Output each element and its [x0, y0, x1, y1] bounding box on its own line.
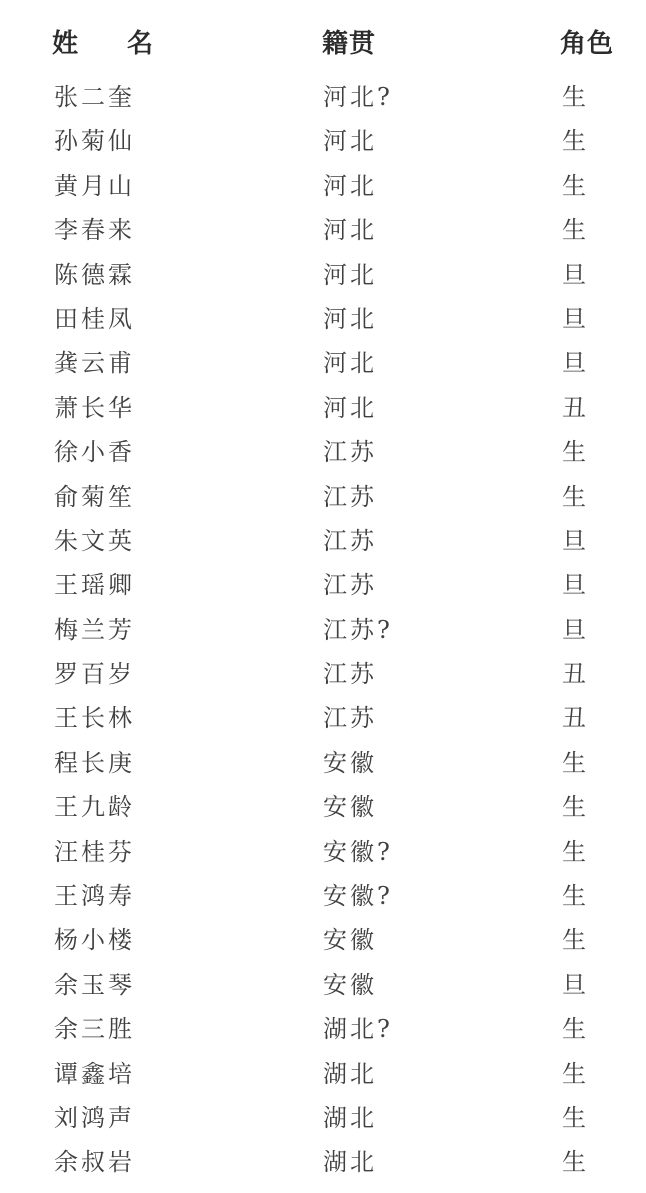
- table-row: [0, 608, 646, 652]
- table-row: [0, 1140, 646, 1184]
- cell-role: 生: [562, 216, 586, 245]
- cell-role: 旦: [562, 260, 586, 289]
- cell-name: 罗百岁: [54, 660, 135, 689]
- table-row: [0, 785, 646, 829]
- cell-origin: 河北: [323, 393, 377, 422]
- cell-name: 程长庚: [54, 748, 135, 777]
- header-role: 角色: [560, 29, 615, 59]
- cell-name: 朱文英: [54, 526, 135, 555]
- cell-role: 旦: [562, 349, 586, 378]
- cell-name: 王长林: [54, 704, 135, 733]
- cell-name: 余三胜: [54, 1015, 135, 1044]
- table-row: [0, 874, 646, 918]
- cell-name: 张二奎: [54, 83, 135, 111]
- cell-name: 李春来: [54, 216, 135, 245]
- cell-role: 旦: [562, 571, 586, 600]
- cell-origin: 江苏: [323, 704, 377, 733]
- cell-origin: 安徽: [323, 926, 377, 955]
- cell-origin: 安徽?: [323, 837, 393, 866]
- cell-role: 丑: [562, 660, 586, 689]
- cell-name: 杨小楼: [54, 926, 135, 955]
- table-row: [0, 652, 646, 696]
- table-row: [0, 253, 646, 297]
- cell-origin: 江苏?: [323, 615, 393, 644]
- cell-role: 生: [562, 748, 586, 777]
- cell-role: 旦: [562, 526, 586, 555]
- table-row: [0, 208, 646, 252]
- cell-name: 萧长华: [54, 393, 135, 422]
- cell-origin: 安徽: [323, 793, 377, 822]
- cell-origin: 湖北: [323, 1148, 377, 1177]
- cell-origin: 湖北: [323, 1059, 377, 1088]
- cell-name: 田桂凤: [54, 304, 135, 333]
- cell-origin: 河北: [323, 304, 377, 333]
- cell-origin: 江苏: [323, 482, 377, 511]
- cell-role: 生: [562, 482, 586, 511]
- cell-name: 王鸿寿: [54, 882, 135, 911]
- cell-name: 余玉琴: [54, 970, 135, 999]
- table-row: [0, 341, 646, 385]
- table-row: [0, 1007, 646, 1051]
- cell-name: 梅兰芳: [54, 615, 135, 644]
- cell-origin: 河北: [323, 216, 377, 245]
- cell-role: 生: [562, 127, 586, 156]
- table-row: [0, 519, 646, 563]
- cell-role: 生: [562, 83, 586, 111]
- cell-role: 丑: [562, 704, 586, 733]
- cell-name: 陈德霖: [54, 260, 135, 289]
- table-row: [0, 741, 646, 785]
- cell-name: 俞菊笙: [54, 482, 135, 511]
- cell-origin: 河北?: [323, 83, 393, 111]
- cell-origin: 河北: [323, 260, 377, 289]
- table-row: [0, 386, 646, 430]
- cell-name: 黄月山: [54, 171, 135, 200]
- cell-name: 王九龄: [54, 793, 135, 822]
- cell-origin: 江苏: [323, 526, 377, 555]
- cell-name: 刘鸿声: [54, 1103, 135, 1132]
- cell-role: 生: [562, 1148, 586, 1177]
- cell-name: 余叔岩: [54, 1148, 135, 1177]
- cell-origin: 安徽: [323, 970, 377, 999]
- table-row: [0, 75, 646, 119]
- cell-role: 生: [562, 1015, 586, 1044]
- table-row: [0, 696, 646, 740]
- cell-name: 徐小香: [54, 438, 135, 467]
- cell-name: 汪桂芬: [54, 837, 135, 866]
- cell-role: 生: [562, 171, 586, 200]
- cell-origin: 江苏: [323, 438, 377, 467]
- table-body: [0, 75, 646, 1185]
- cell-role: 旦: [562, 615, 586, 644]
- cell-role: 生: [562, 438, 586, 467]
- table-row: [0, 963, 646, 1007]
- cell-origin: 河北: [323, 127, 377, 156]
- cell-role: 生: [562, 837, 586, 866]
- header-name: 姓 名: [52, 29, 174, 59]
- cell-name: 孙菊仙: [54, 127, 135, 156]
- table-row: [0, 164, 646, 208]
- table-row: [0, 563, 646, 607]
- table-row: [0, 918, 646, 962]
- cell-origin: 河北: [323, 171, 377, 200]
- cell-role: 生: [562, 793, 586, 822]
- cell-role: 生: [562, 1059, 586, 1088]
- cell-role: 丑: [562, 393, 586, 422]
- cell-name: 王瑶卿: [54, 571, 135, 600]
- table-row: [0, 830, 646, 874]
- table-row: [0, 1096, 646, 1140]
- cell-role: 生: [562, 926, 586, 955]
- table-row: [0, 1052, 646, 1096]
- cell-origin: 河北: [323, 349, 377, 378]
- table-row: [0, 297, 646, 341]
- cell-origin: 湖北: [323, 1103, 377, 1132]
- cell-role: 旦: [562, 970, 586, 999]
- cell-origin: 江苏: [323, 571, 377, 600]
- cell-origin: 安徽: [323, 748, 377, 777]
- table-row: [0, 430, 646, 474]
- cell-origin: 安徽?: [323, 882, 393, 911]
- cell-role: 生: [562, 1103, 586, 1132]
- cell-role: 旦: [562, 304, 586, 333]
- cell-origin: 湖北?: [323, 1015, 393, 1044]
- table-header-row: [0, 22, 646, 66]
- cell-origin: 江苏: [323, 660, 377, 689]
- cell-name: 谭鑫培: [54, 1059, 135, 1088]
- cell-role: 生: [562, 882, 586, 911]
- header-origin: 籍贯: [322, 29, 377, 59]
- table-row: [0, 119, 646, 163]
- table-row: [0, 475, 646, 519]
- cell-name: 龚云甫: [54, 349, 135, 378]
